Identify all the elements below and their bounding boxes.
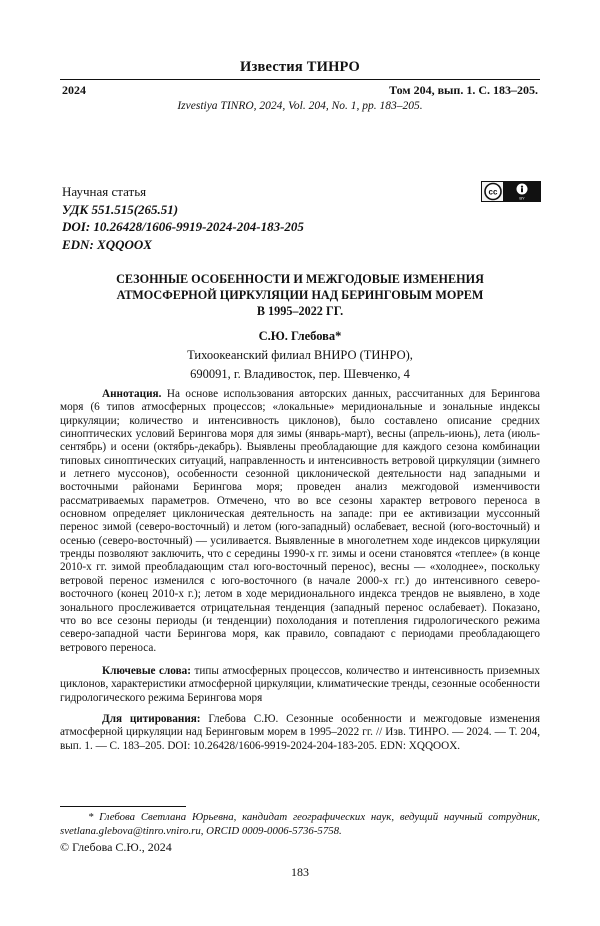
cc-by-icon[interactable] — [481, 181, 541, 202]
page-number: 183 — [291, 865, 309, 879]
header-rule — [60, 79, 540, 80]
abstract — [60, 388, 540, 655]
copyright: © Глебова С.Ю., 2024 — [60, 840, 172, 854]
english-citation: Izvestiya TINRO, 2024, Vol. 204, No. 1, pp. 183–205. — [177, 100, 423, 112]
author-name: С.Ю. Глебова* — [258, 329, 342, 343]
keywords — [60, 665, 540, 705]
svg-text:cc: cc — [488, 187, 498, 197]
citation-text: Глебова С.Ю. Сезонные особенности и межгодовые изменения атмосферной циркуляции над Беринговым морем в 1995–2022 гг. // Изв. ТИНРО. — 2024. — Т. 204, вып. 1. — С. 183–205. DOI: 10.26428/1606-9919-2024-204-183-205. EDN: XQQOOX. — [60, 713, 541, 752]
citation — [60, 713, 540, 753]
abstract-text: На основе использования авторских данных, рассчитанных для Берингова моря (6 типов атмосферных процессов; «локальные» меридиональные и зональные индексы циркуляции; количество и интенсивность циклонов), было составлено описание средних синоптических условий Берингова моря для зимы (январь-март), весны (апрель-июнь), лета (июль-сентябрь) и осени (октябрь-декабрь). Выявлены преобладающие для каждого сезона комбинации типовых синоптических ситуаций, направленность и интенсивность ветровой циркуляции (зимнего и летнего муссонов), особенности сезонной циклонической деятельности над западными и восточными районами Берингова моря; проведен анализ межгодовой изменчивости рассматриваемых параметров. Отмечено, что во все сезоны характер ветрового переноса в основном определяет циклоническая деятельность на западе: при ее активизации муссонный перенос зимой (северо-восточный) и летом (юго-западный) ослабевает, весной (юго-восточный) и осенью (северо-восточный) — усиливается. Выявленные в многолетнем ходе индексов циркуляции тренды позволяют заключить, что с середины 1990-х гг. зимы и осени становятся «теплее» (в конце 2010-х гг. зимой преобладающим стал юго-восточный перенос), весны — «холоднее», поскольку ветровой перенос изменился с юго-восточного (в начале 2000-х гг.) до интенсивного северо-восточного (конец 2010-х г.); летом в ходе меридионального индекса трендов не выявлено, в ходе зонального прослеживается отрицательная тенденция (западный перенос ослабевает). Показано, что во все сезоны периоды (и тенденции) похолодания и потепления гидрологического режима северо-западной части Берингова моря, как правило, совпадают с периодами преобладающего ветрового переноса. — [60, 388, 541, 654]
title-line-1: СЕЗОННЫЕ ОСОБЕННОСТИ И МЕЖГОДОВЫЕ ИЗМЕНЕНИЯ — [116, 272, 484, 286]
article-meta — [62, 183, 304, 253]
udc-code: УДК 551.515(265.51) — [62, 201, 179, 217]
article-title — [60, 271, 540, 319]
footnote-rule — [60, 806, 186, 807]
title-line-3: В 1995–2022 ГГ. — [256, 304, 344, 318]
author-affiliation — [0, 346, 600, 384]
title-line-2: АТМОСФЕРНОЙ ЦИРКУЛЯЦИИ НАД БЕРИНГОВЫМ МОРЕМ — [116, 288, 484, 302]
author-footnote: * Глебова Светлана Юрьевна, кандидат географических наук, ведущий научный сотрудник, svetlana.glebova@tinro.vniro.ru, ORCID 0009-0006-5736-5758. — [60, 811, 540, 837]
article-type: Научная статья — [62, 184, 147, 199]
volume-info: Том 204, вып. 1. С. 183–205. — [389, 83, 538, 97]
issue-year: 2024 — [62, 83, 86, 97]
svg-text:BY: BY — [519, 195, 525, 201]
citation-label: Для цитирования: — [102, 713, 201, 725]
keywords-text: типы атмосферных процессов, количество и интенсивность приземных циклонов, характеристики атмосферной циркуляции, климатические тренды, сезонные особенности гидрологического режима Берингова моря — [60, 665, 540, 704]
affiliation-line-1: Тихоокеанский филиал ВНИРО (ТИНРО), — [187, 348, 413, 362]
doi-link[interactable]: DOI: 10.26428/1606-9919-2024-204-183-205 — [62, 219, 304, 234]
keywords-label: Ключевые слова: — [102, 665, 191, 677]
affiliation-line-2: 690091, г. Владивосток, пер. Шевченко, 4 — [190, 367, 410, 381]
abstract-label: Аннотация. — [102, 388, 162, 400]
journal-title: Известия ТИНРО — [239, 59, 360, 75]
edn-code: EDN: XQQOOX — [62, 236, 152, 252]
